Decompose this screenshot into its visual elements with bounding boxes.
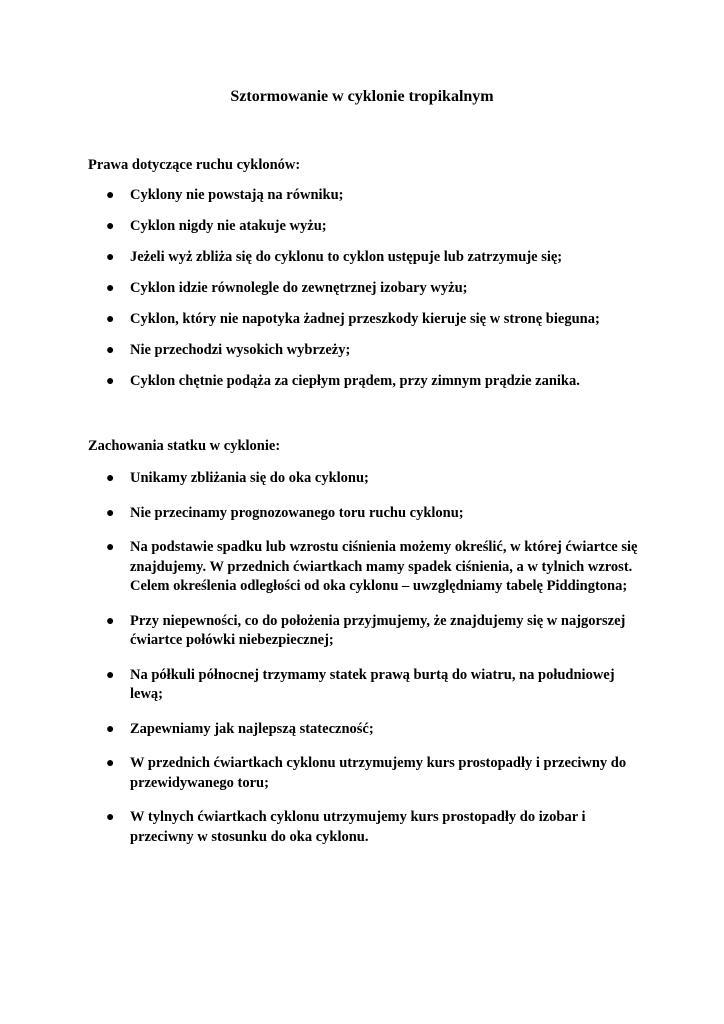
list-item-text: Cyklon, który nie napotyka żadnej przeszkody kieruje się w stronę bieguna;	[130, 311, 600, 327]
bullet-icon: ●	[106, 343, 115, 358]
list-item-text: Jeżeli wyż zbliża się do cyklonu to cyklon ustępuje lub zatrzymuje się;	[130, 249, 563, 265]
list-item-text: Na podstawie spadku lub wzrostu ciśnienia możemy określić, w której ćwiartce się znajdujemy. W przednich ćwiartkach mamy spadek ciśnienia, a w tylnich wzrost. Celem określenia odległości od oka cyklonu – uwzględniamy tabelę Piddingtona;	[130, 539, 638, 594]
list-item-text: Przy niepewności, co do położenia przyjmujemy, że znajdujemy się w najgorszej ćwiartce połówki niebezpiecznej;	[130, 612, 626, 648]
bullet-icon: ●	[106, 756, 115, 771]
bullet-icon: ●	[106, 312, 115, 327]
section-heading-ship-behavior: Zachowania statku w cyklonie:	[88, 438, 281, 454]
list-item-text: W przednich ćwiartkach cyklonu utrzymujemy kurs prostopadły i przeciwny do przewidywanego toru;	[130, 755, 627, 791]
bullet-icon: ●	[106, 810, 115, 825]
bullet-icon: ●	[106, 667, 115, 683]
list-item	[88, 666, 648, 705]
list-item	[88, 372, 648, 392]
list-item	[88, 310, 648, 330]
list-item	[88, 720, 648, 740]
list-item-text: Cyklon nigdy nie atakuje wyżu;	[130, 218, 327, 234]
list-item	[88, 248, 648, 268]
list-item	[88, 808, 648, 847]
bullet-icon: ●	[106, 505, 115, 521]
bullet-icon: ●	[106, 250, 115, 265]
list-item-text: Zapewniamy jak najlepszą stateczność;	[130, 720, 374, 737]
list-item	[88, 538, 648, 597]
list-item	[88, 341, 648, 361]
bullet-icon: ●	[106, 540, 115, 555]
bullet-icon: ●	[106, 613, 115, 629]
list-item	[88, 469, 648, 489]
list-item-text: W tylnych ćwiartkach cyklonu utrzymujemy kurs prostopadły do izobar i przeciwny w stosunku do oka cyklonu.	[130, 809, 586, 845]
ship-behavior-list	[88, 469, 648, 862]
list-item	[88, 612, 648, 651]
list-item-text: Na półkuli północnej trzymamy statek prawą burtą do wiatru, na południowej lewą;	[130, 666, 615, 702]
list-item-text: Cyklony nie powstają na równiku;	[130, 187, 344, 203]
list-item-text: Nie przecinamy prognozowanego toru ruchu cyklonu;	[130, 504, 464, 521]
list-item	[88, 279, 648, 299]
list-item-text: Cyklon chętnie podąża za ciepłym prądem, przy zimnym prądzie zanika.	[130, 373, 580, 389]
bullet-icon: ●	[106, 471, 115, 486]
bullet-icon: ●	[106, 281, 115, 296]
page-title: Sztormowanie w cyklonie tropikalnym	[230, 88, 494, 105]
list-item	[88, 217, 648, 237]
cyclone-laws-list	[88, 186, 648, 403]
list-item-text: Unikamy zbliżania się do oka cyklonu;	[130, 470, 369, 486]
list-item	[88, 186, 648, 206]
bullet-icon: ●	[106, 219, 115, 234]
bullet-icon: ●	[106, 721, 115, 737]
bullet-icon: ●	[106, 374, 115, 389]
list-item	[88, 754, 648, 793]
list-item-text: Nie przechodzi wysokich wybrzeży;	[130, 342, 351, 358]
bullet-icon: ●	[106, 188, 115, 203]
list-item	[88, 504, 648, 524]
section-heading-cyclone-laws: Prawa dotyczące ruchu cyklonów:	[88, 157, 301, 173]
list-item-text: Cyklon idzie równolegle do zewnętrznej izobary wyżu;	[130, 280, 468, 296]
